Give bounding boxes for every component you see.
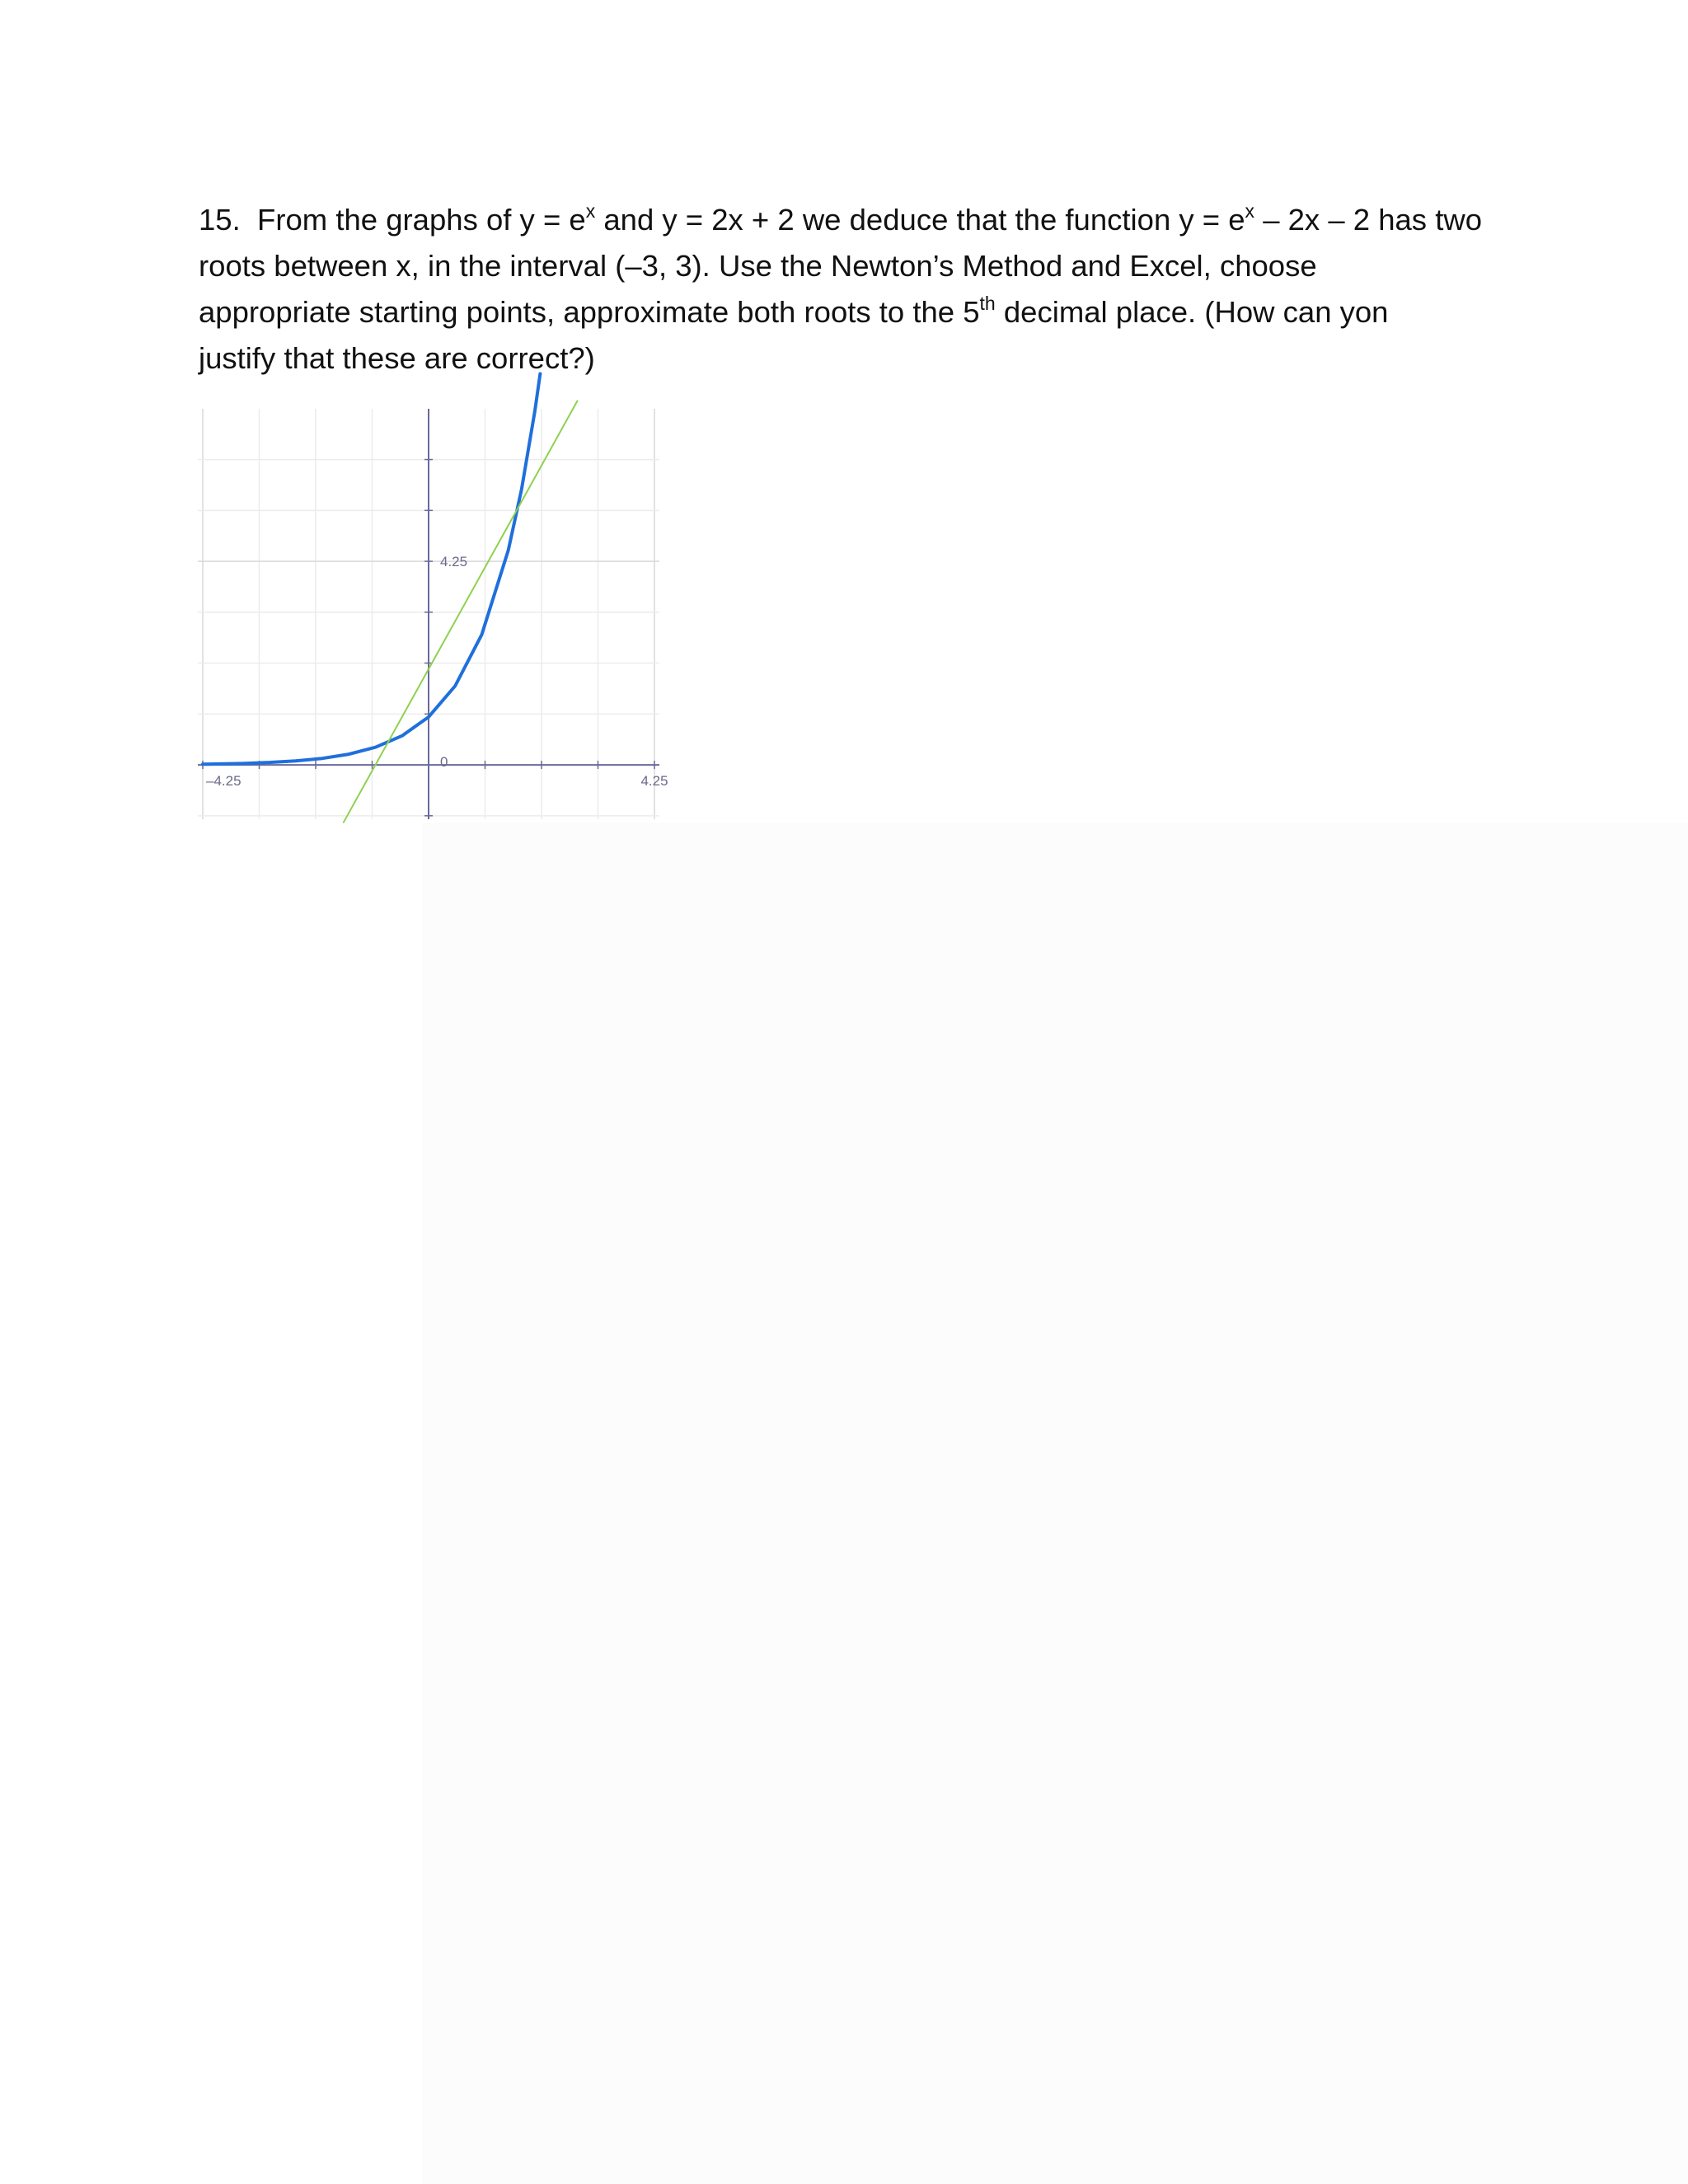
problem-line-3 [199,289,1550,335]
scan-background [422,823,1688,2184]
tick-label-x-min: –4.25 [206,773,241,790]
ordinal-suffix: th [979,293,996,314]
graph-svg [198,409,668,819]
problem-line-1 [199,197,1550,243]
exponent: x [585,200,596,222]
problem-text: and y = 2x + 2 we deduce that the function y = e [595,203,1245,237]
tick-label-x-max: 4.25 [640,773,668,790]
function-graph [198,409,668,819]
problem-line-4: justify that these are correct?) [199,341,595,375]
problem-number: 15. [199,203,241,237]
axes [198,409,659,819]
tick-label-origin: 0 [440,754,448,771]
exp-curve [203,373,540,764]
problem-text: From the graphs of y = e [257,203,586,237]
tick-label-y: 4.25 [440,554,468,570]
problem-text: appropriate starting points, approximate both roots to the 5 [199,295,980,329]
problem-statement [199,197,1550,382]
problem-text: decimal place. (How can yon [995,295,1389,329]
problem-text: – 2x – 2 has two [1254,203,1482,237]
problem-line-2: roots between x, in the interval (–3, 3). Use the Newton’s Method and Excel, choose [199,249,1317,283]
exponent: x [1245,200,1255,222]
